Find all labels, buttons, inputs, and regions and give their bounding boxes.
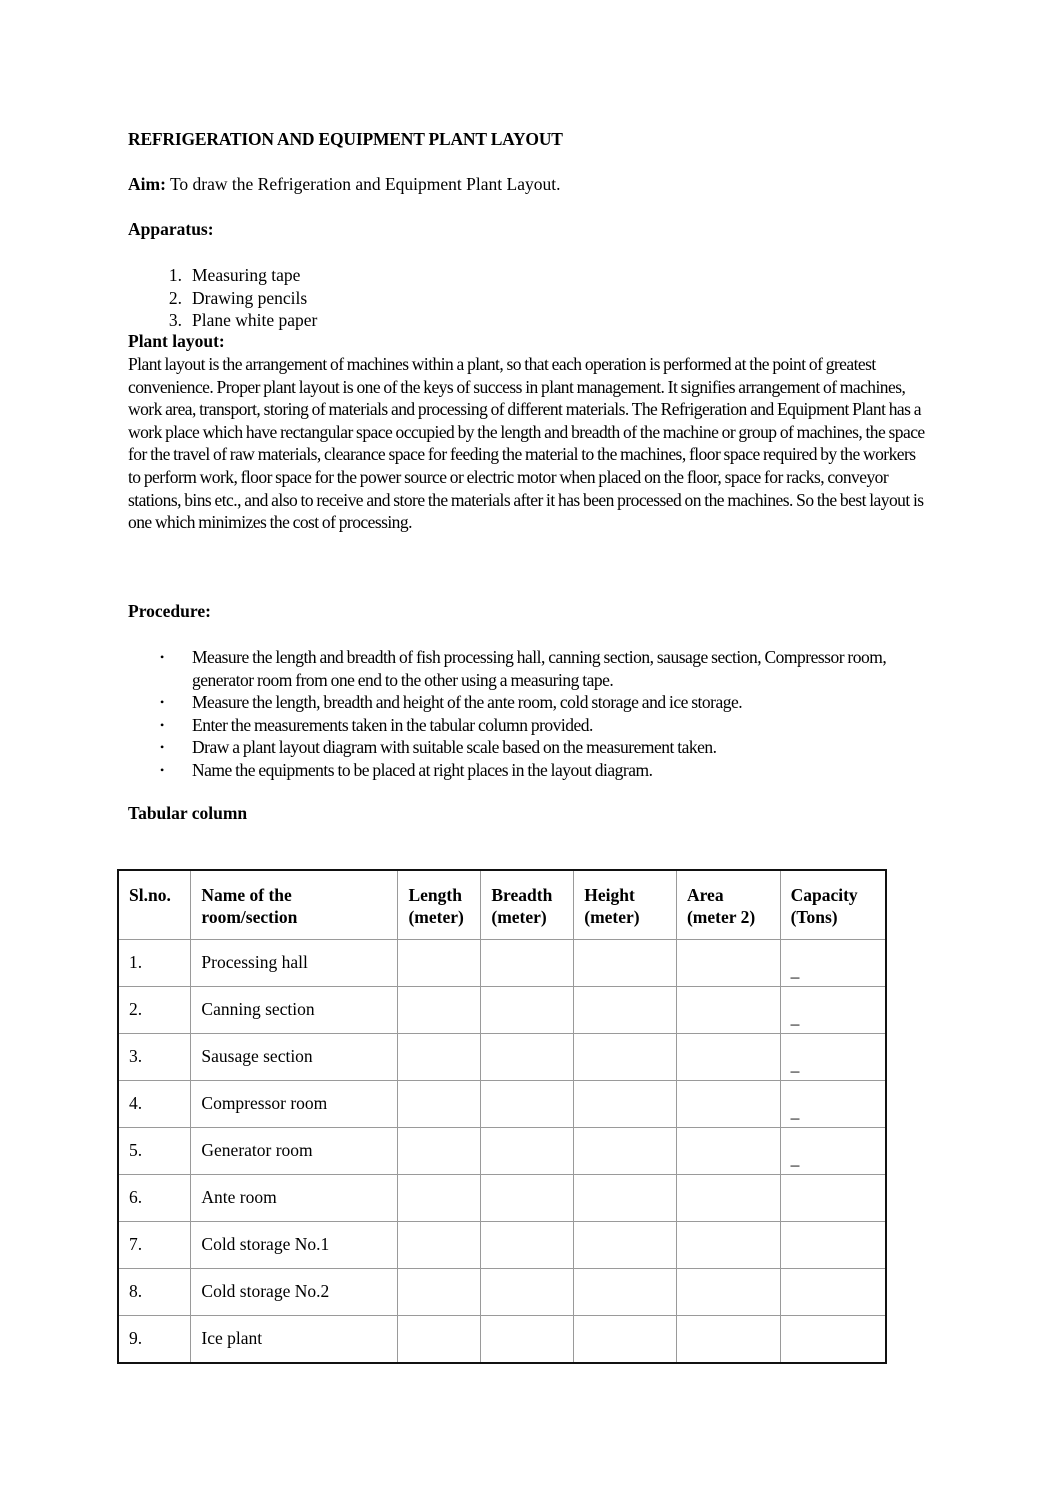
table-row [118,1222,886,1269]
cell-capacity: _ [780,1081,886,1128]
cell-name: Compressor room [191,1081,398,1128]
cell-area [676,1081,780,1128]
table-row [118,1175,886,1222]
aim-line [128,174,560,195]
cell-capacity: _ [780,940,886,987]
cell-capacity: _ [780,1034,886,1081]
item-number: 1. [168,265,182,285]
cell-breadth [481,987,574,1034]
table-header-row [118,870,886,940]
aim-text: To draw the Refrigeration and Equipment Plant Layout. [165,174,561,194]
cell-length [398,1175,481,1222]
cell-slno: 8. [118,1269,191,1316]
cell-area [676,940,780,987]
cell-height [574,1316,677,1364]
cell-area [676,1316,780,1364]
procedure-text: Measure the length, breadth and height of the ante room, cold storage and ice storage. [192,692,743,712]
cell-height [574,1128,677,1175]
cell-length [398,1128,481,1175]
cell-name: Ice plant [191,1316,398,1364]
procedure-list [160,646,900,781]
apparatus-item [160,309,317,332]
cell-length [398,1222,481,1269]
cell-height [574,1175,677,1222]
cell-height [574,1081,677,1128]
procedure-item [160,736,900,759]
cell-area [676,1128,780,1175]
procedure-heading: Procedure: [128,601,211,621]
procedure-text: Draw a plant layout diagram with suitable scale based on the measurement taken. [192,737,717,757]
cell-capacity [780,1269,886,1316]
table-row [118,940,886,987]
cell-length [398,1081,481,1128]
cell-name: Sausage section [191,1034,398,1081]
header-slno: Sl.no. [118,870,191,940]
measurements-table [117,869,887,1364]
procedure-text: Measure the length and breadth of fish processing hall, canning section, sausage section, Compressor room, generator room from one end to the other using a measuring tape. [192,647,887,690]
cell-slno: 1. [118,940,191,987]
cell-area [676,1034,780,1081]
procedure-item [160,646,900,691]
cell-height [574,1222,677,1269]
cell-slno: 2. [118,987,191,1034]
cell-name: Generator room [191,1128,398,1175]
procedure-text: Name the equipments to be placed at right places in the layout diagram. [192,759,653,780]
cell-area [676,987,780,1034]
table-row [118,1081,886,1128]
table-row [118,1128,886,1175]
bullet-icon: • [160,695,164,709]
cell-length [398,987,481,1034]
cell-breadth [481,1175,574,1222]
item-text: Plane white paper [192,310,318,330]
procedure-item [160,759,900,782]
table-row [118,1316,886,1364]
cell-breadth [481,1316,574,1364]
cell-slno: 3. [118,1034,191,1081]
item-number: 2. [168,287,182,308]
plant-layout-heading: Plant layout: [128,331,225,351]
cell-area [676,1175,780,1222]
table-row [118,987,886,1034]
cell-slno: 4. [118,1081,191,1128]
cell-name: Processing hall [191,940,398,987]
apparatus-item [160,287,317,310]
header-capacity: Capacity (Tons) [780,870,886,940]
cell-capacity [780,1175,886,1222]
cell-slno: 6. [118,1175,191,1222]
table-row [118,1034,886,1081]
cell-area [676,1269,780,1316]
procedure-item [160,691,900,714]
header-length: Length (meter) [398,870,481,940]
cell-breadth [481,1222,574,1269]
cell-length [398,1034,481,1081]
cell-slno: 7. [118,1222,191,1269]
cell-breadth [481,940,574,987]
cell-name: Cold storage No.2 [191,1269,398,1316]
cell-breadth [481,1034,574,1081]
table-row [118,1269,886,1316]
plant-layout-paragraph: Plant layout is the arrangement of machines within a plant, so that each operation is performed at the point of greatest convenience. Proper plant layout is one of the keys of success in plant management. It signifies arrangement of machines, work area, transport, storing of materials and processing of different materials. The Refrigeration and Equipment Plant has a work place which have rectangular space occupied by the length and breadth of the machine or group of machines, the space for the travel of raw materials, clearance space for feeding the material to the machines, floor space required by the workers to perform work, floor space for the power source or electric motor when placed on the floor, space for racks, conveyor stations, bins etc., and also to receive and store the materials after it has been processed on the machines. So the best layout is one which minimizes the cost of processing. [128,354,925,533]
cell-capacity [780,1222,886,1269]
cell-name: Ante room [191,1175,398,1222]
item-text: Drawing pencils [192,287,308,308]
item-text: Measuring tape [192,265,301,285]
cell-area [676,1222,780,1269]
apparatus-item [160,264,317,287]
header-height: Height (meter) [574,870,677,940]
cell-length [398,1269,481,1316]
cell-capacity: _ [780,987,886,1034]
cell-capacity [780,1316,886,1364]
header-name: Name of the room/section [191,870,398,940]
bullet-icon: • [160,650,164,664]
bullet-icon: • [160,762,164,777]
tabular-column-heading: Tabular column [128,803,248,823]
item-number: 3. [168,310,182,330]
cell-height [574,1034,677,1081]
header-area: Area (meter 2) [676,870,780,940]
cell-slno: 9. [118,1316,191,1364]
procedure-text: Enter the measurements taken in the tabular column provided. [192,714,593,735]
apparatus-heading: Apparatus: [128,219,214,239]
header-breadth: Breadth (meter) [481,870,574,940]
apparatus-list [160,264,317,332]
bullet-icon: • [160,740,164,754]
procedure-item [160,714,900,737]
cell-breadth [481,1081,574,1128]
aim-label: Aim: [128,174,166,194]
cell-name: Canning section [191,987,398,1034]
cell-height [574,1269,677,1316]
cell-capacity: _ [780,1128,886,1175]
cell-length [398,940,481,987]
cell-height [574,987,677,1034]
cell-name: Cold storage No.1 [191,1222,398,1269]
cell-length [398,1316,481,1364]
cell-slno: 5. [118,1128,191,1175]
cell-breadth [481,1269,574,1316]
bullet-icon: • [160,717,164,732]
cell-breadth [481,1128,574,1175]
document-title: REFRIGERATION AND EQUIPMENT PLANT LAYOUT [128,129,563,149]
cell-height [574,940,677,987]
